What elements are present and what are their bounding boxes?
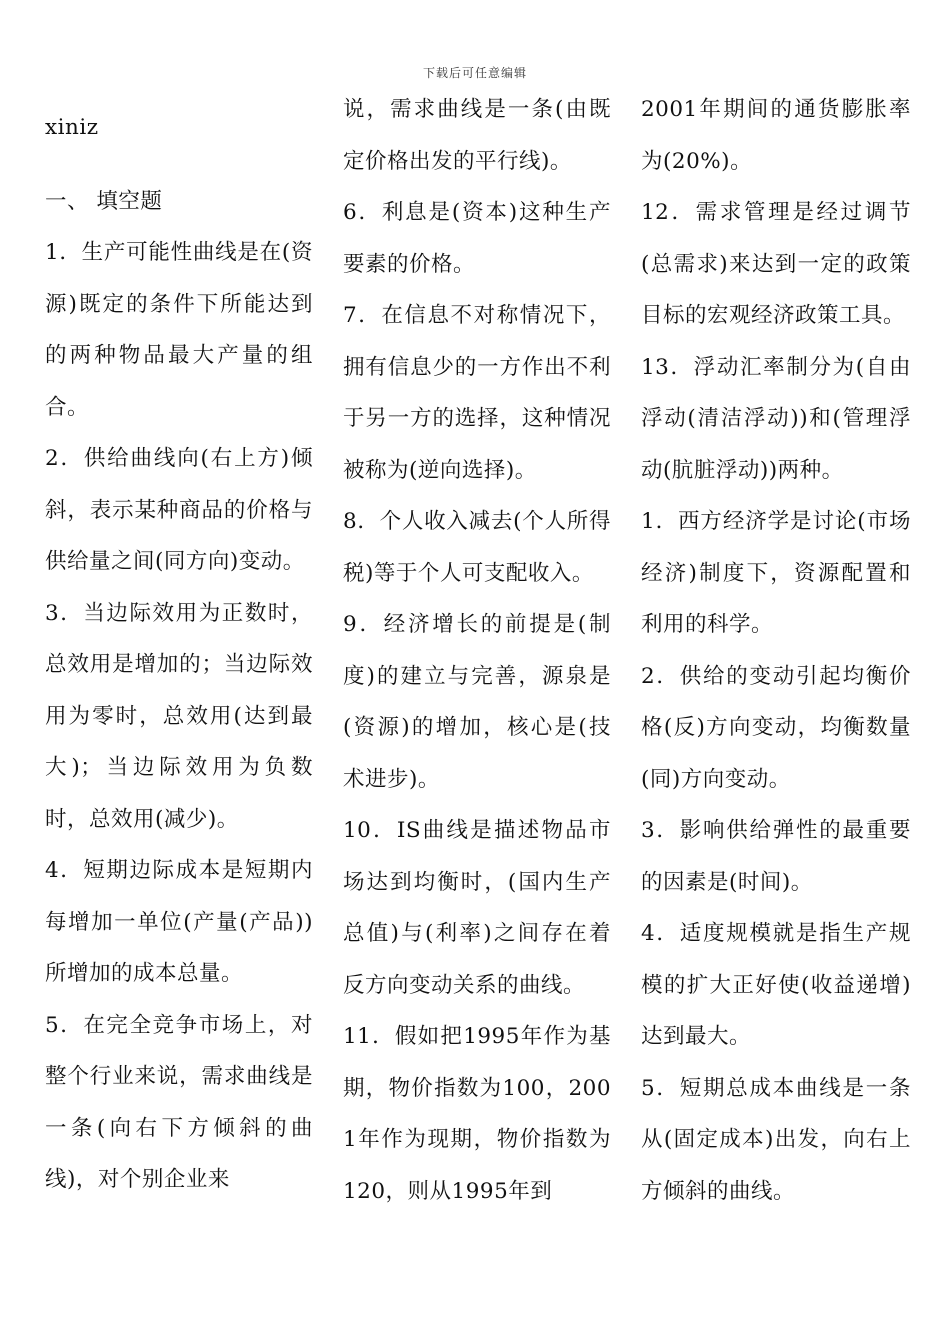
question-item: 13．浮动汇率制分为(自由浮动(清洁浮动))和(管理浮动(肮脏浮动))两种。 [641, 354, 911, 483]
question-item: 2．供给曲线向(右上方)倾斜，表示某种商品的价格与供给量之间(同方向)变动。 [45, 446, 313, 574]
question-item: 7．在信息不对称情况下，拥有信息少的一方作出不利于另一方的选择，这种情况被称为(逆向选择)。 [343, 303, 611, 483]
question-item: 4．短期边际成本是短期内每增加一单位(产量(产品))所增加的成本总量。 [45, 858, 313, 986]
question-item: 2001年期间的通货膨胀率为(20%)。 [641, 97, 911, 174]
top-text: xiniz [45, 115, 99, 140]
question-item: 说，需求曲线是一条(由既定价格出发的平行线)。 [343, 97, 611, 174]
page-header: 下载后可任意编辑 [422, 66, 527, 80]
question-item: 6．利息是(资本)这种生产要素的价格。 [343, 200, 611, 277]
column-2 [343, 84, 611, 1217]
question-item: 11．假如把1995年作为基期，物价指数为100，2001年作为现期，物价指数为120，则从1995年到 [343, 1024, 611, 1204]
question-item: 2．供给的变动引起均衡价格(反)方向变动，均衡数量(同)方向变动。 [641, 663, 911, 792]
question-item: 3．当边际效用为正数时，总效用是增加的；当边际效用为零时，总效用(达到最大)；当边际效用为负数时，总效用(减少)。 [45, 600, 313, 832]
question-item: 12．需求管理是经过调节(总需求)来达到一定的政策目标的宏观经济政策工具。 [641, 200, 911, 328]
question-item: 5．短期总成本曲线是一条从(固定成本)出发，向右上方倾斜的曲线。 [641, 1075, 911, 1204]
section-title: 一、 填空题 [45, 188, 163, 214]
question-item: 4．适度规模就是指生产规模的扩大正好使(收益递增) 达到最大。 [641, 921, 911, 1049]
question-item: 1．生产可能性曲线是在(资源)既定的条件下所能达到的两种物品最大产量的组合。 [45, 240, 313, 420]
question-item: 3．影响供给弹性的最重要的因素是(时间)。 [641, 818, 911, 895]
column-3 [641, 84, 911, 1217]
column-1 [45, 84, 313, 1206]
question-item: 5．在完全竞争市场上，对整个行业来说，需求曲线是一条(向右下方倾斜的曲线)，对个别企业来 [45, 1012, 313, 1192]
question-item: 8．个人收入减去(个人所得税)等于个人可支配收入。 [343, 509, 611, 586]
question-item: 1．西方经济学是讨论(市场经济)制度下，资源配置和利用的科学。 [641, 509, 911, 637]
question-item: 9．经济增长的前提是(制度)的建立与完善，源泉是(资源)的增加，核心是(技术进步)。 [343, 612, 611, 792]
question-item: 10．IS曲线是描述物品市场达到均衡时，(国内生产总值)与(利率)之间存在着反方向变动关系的曲线。 [343, 818, 611, 998]
